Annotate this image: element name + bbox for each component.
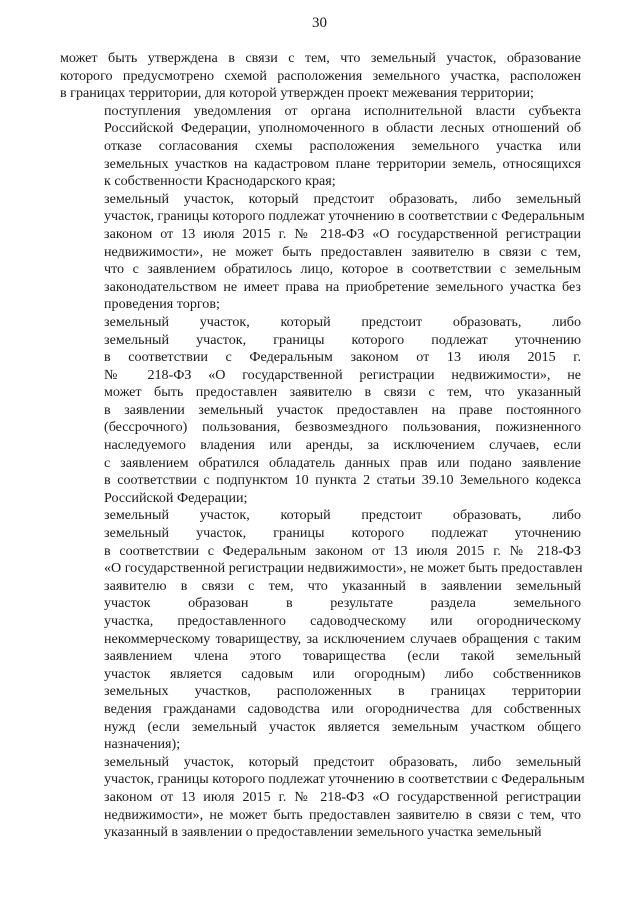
text-line: земельный участок, границы которого подлежат уточнению: [104, 331, 581, 348]
text-line: земельный участок, который предстоит образовать, либо: [104, 313, 581, 330]
text-line: с заявлением обратился обладатель данных прав или подано заявление: [104, 454, 581, 471]
text-line: участок образован в результате раздела земельного: [104, 595, 581, 612]
text-line: в заявлении земельный участок предоставлен на праве постоянного: [104, 401, 581, 418]
document-body: [60, 50, 585, 842]
paragraph: [60, 753, 585, 842]
paragraph: [60, 50, 581, 103]
text-line: отказе согласования схемы расположения земельного участка или: [104, 137, 581, 154]
text-line: поступления уведомления от органа исполнительной власти субъекта: [104, 102, 581, 119]
text-line: «О государственной регистрации недвижимости», не может быть предоставлен: [104, 560, 583, 577]
text-line: ведения гражданами садоводства или огородничества для собственных: [104, 700, 581, 717]
text-line: законом от 13 июля 2015 г. № 218-ФЗ «О государственной регистрации: [104, 225, 581, 242]
text-line: проведения торгов;: [104, 296, 220, 313]
text-line: земельных участков на кадастровом плане территории земель, относящихся: [104, 155, 581, 172]
paragraph: [60, 103, 581, 191]
text-line: может быть предоставлен заявителю в связи с тем, что указанный: [104, 384, 581, 401]
text-line: в границах территории, для которой утвержден проект межевания территории;: [60, 85, 534, 102]
text-line: которого предусмотрено схемой расположения земельного участка, расположен: [60, 67, 581, 84]
text-line: законодательством не имеет права на приобретение земельного участка без: [104, 278, 581, 295]
text-line: земельный участок, который предстоит образовать, либо земельный: [104, 753, 581, 770]
text-line: заявителю в связи с тем, что указанный в заявлении земельный: [104, 577, 581, 594]
text-line: в соответствии с подпунктом 10 пункта 2 статьи 39.10 Земельного кодекса: [104, 472, 581, 489]
text-line: к собственности Краснодарского края;: [104, 173, 336, 190]
paragraph: [60, 507, 581, 753]
text-line: № 218-ФЗ «О государственной регистрации недвижимости», не: [104, 366, 581, 383]
text-line: Российской Федерации;: [104, 489, 248, 506]
text-line: указанный в заявлении о предоставлении земельного участка земельный: [104, 824, 542, 841]
page-number: 30: [312, 15, 327, 31]
text-line: недвижимости», не может быть предоставлен заявителю в связи с тем,: [104, 243, 581, 260]
text-line: участок, границы которого подлежат уточнению в соответствии с Федеральным: [104, 771, 585, 788]
text-line: (бессрочного) пользования, безвозмездного пользования, пожизненного: [104, 419, 581, 436]
text-line: участок является садовым или огородным) либо собственников: [104, 665, 581, 682]
text-line: может быть утверждена в связи с тем, что земельный участок, образование: [60, 50, 581, 66]
text-line: назначения);: [104, 736, 181, 753]
text-line: Российской Федерации, уполномоченного в области лесных отношений об: [104, 120, 581, 137]
text-line: недвижимости», не может быть предоставлен заявителю в связи с тем, что: [104, 806, 581, 823]
text-line: нужд (если земельный участок является земельным участком общего: [104, 718, 581, 735]
text-line: в соответствии с Федеральным законом от 13 июля 2015 г. № 218-ФЗ: [104, 542, 581, 559]
text-line: земельных участков, расположенных в границах территории: [104, 683, 581, 700]
paragraph: [60, 190, 585, 314]
text-line: что с заявлением обратилось лицо, которое в соответствии с земельным: [104, 261, 581, 278]
text-line: земельный участок, который предстоит образовать, либо: [104, 507, 581, 524]
text-line: в соответствии с Федеральным законом от 13 июля 2015 г.: [104, 349, 581, 366]
text-line: законом от 13 июля 2015 г. № 218-ФЗ «О государственной регистрации: [104, 788, 581, 805]
text-line: заявлением члена этого товарищества (если такой земельный: [104, 648, 581, 665]
text-line: земельный участок, который предстоит образовать, либо земельный: [104, 190, 581, 207]
text-line: участок, границы которого подлежат уточнению в соответствии с Федеральным: [104, 208, 585, 225]
text-line: участка, предоставленного садоводческому или огородническому: [104, 613, 581, 629]
text-line: некоммерческому товариществу, за исключением случаев обращения с таким: [104, 630, 581, 647]
text-line: земельный участок, границы которого подлежат уточнению: [104, 525, 581, 542]
paragraph: [60, 314, 581, 508]
text-line: наследуемого владения или аренды, за исключением случаев, если: [104, 437, 581, 454]
